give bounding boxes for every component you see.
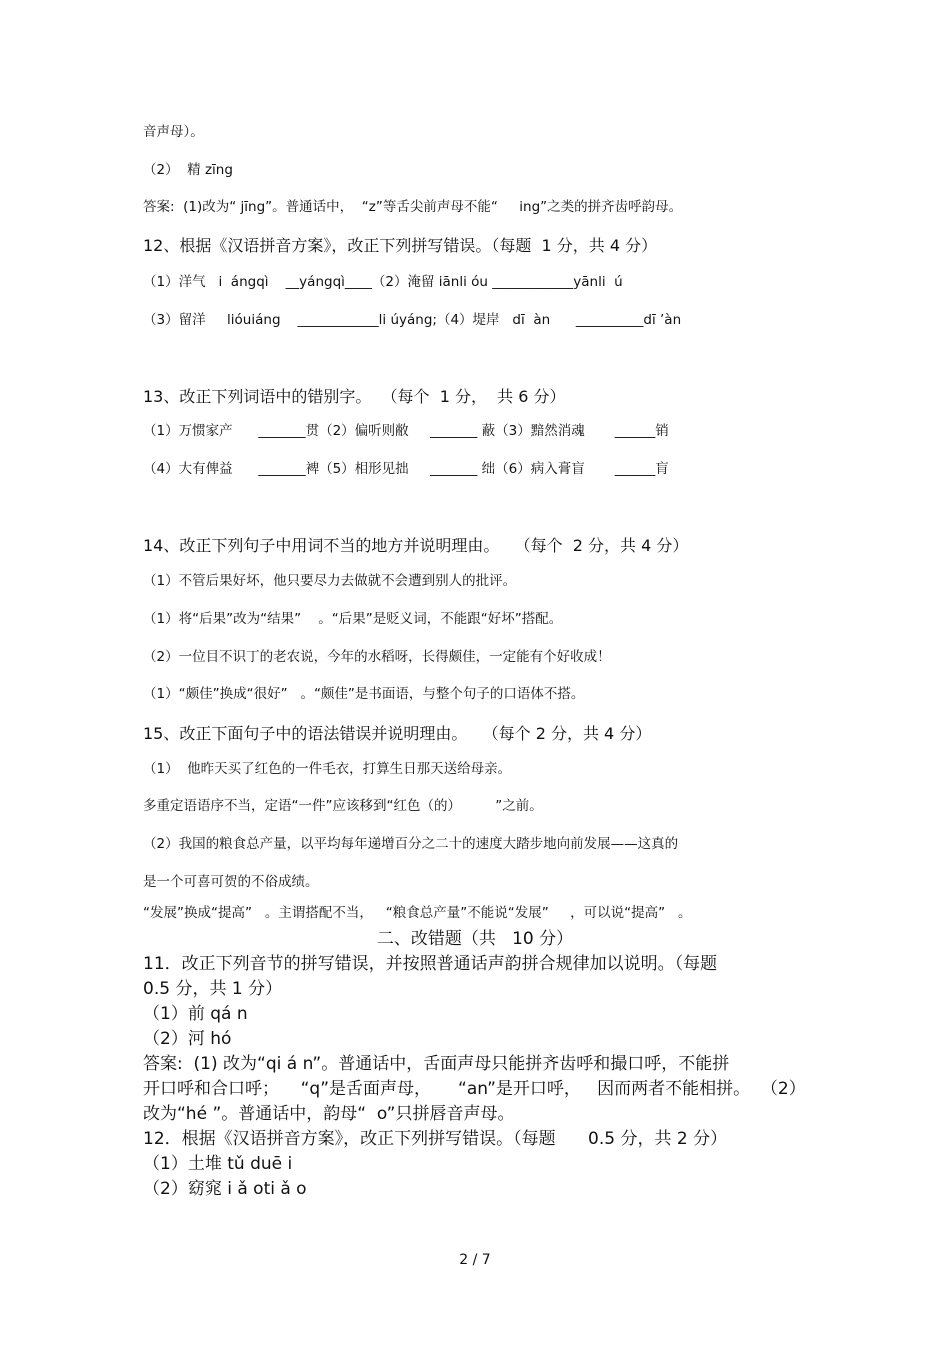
text-line: 开口呼和合口呼； “q”是舌面声母， “an”是开口呼， 因而两者不能相拼。 （2） xyxy=(143,1079,806,1099)
text-line: 音声母）。 xyxy=(143,124,204,140)
text-line: 13、改正下列词语中的错别字。 （每个 1 分， 共 6 分） xyxy=(143,387,566,406)
text-line: （1）不管后果好坏，他只要尽力去做就不会遭到别人的批评。 xyxy=(143,573,517,589)
text-line: （1） 他昨天买了红色的一件毛衣，打算生日那天送给母亲。 xyxy=(143,761,512,777)
text-line: 多重定语语序不当，定语“一件”应该移到“红色（的） ”之前。 xyxy=(143,798,543,814)
text-line: （2）我国的粮食总产量，以平均每年递增百分之二十的速度大踏步地向前发展——这真的 xyxy=(143,836,679,852)
text-line: （3）留洋 lióuiáng ____________li úyáng;（4）堤岸 dī àn __________dī ’àn xyxy=(143,312,682,328)
text-line: （1）将“后果”改为“结果” 。“后果”是贬义词，不能跟“好坏”搭配。 xyxy=(143,611,563,627)
text-line: （1）土堆 tǔ duē i xyxy=(143,1154,293,1174)
text-line: （1）“颇佳”换成“很好” 。“颇佳”是书面语，与整个句子的口语体不搭。 xyxy=(143,686,585,702)
section-title: 二、改错题（共 10 分） xyxy=(376,929,574,949)
text-line: 是一个可喜可贺的不俗成绩。 xyxy=(143,874,319,890)
text-line: 答案: (1) 改为“qi á n”。普通话中，舌面声母只能拼齐齿呼和撮口呼，不能拼 xyxy=(143,1054,730,1074)
text-line: 改为“hé ”。普通话中，韵母“ o”只拼唇音声母。 xyxy=(143,1104,515,1124)
text-line: （2）窈窕 i ǎ oti ǎ o xyxy=(143,1179,307,1199)
text-line: 11．改正下列音节的拼写错误，并按照普通话声韵拼合规律加以说明。（每题 xyxy=(143,954,718,974)
text-line: （2） 精 zīng xyxy=(143,162,233,178)
text-line: 15、改正下面句子中的语法错误并说明理由。 （每个 2 分，共 4 分） xyxy=(143,724,652,743)
text-line: （2）一位目不识丁的老农说，今年的水稻呀，长得颇佳，一定能有个好收成！ xyxy=(143,649,611,665)
page-number: 2 / 7 xyxy=(459,1252,491,1268)
text-line: （2）河 hó xyxy=(143,1029,232,1049)
text-line: 0.5 分，共 1 分） xyxy=(143,979,283,999)
text-line: （1）万惯家产 _______贯（2）偏听则敝 _______ 蔽（3）黯然消魂 ______销 xyxy=(143,423,669,439)
text-line: 答案: (1)改为“ jīng”。普通话中， “z”等舌尖前声母不能“ ing”之类的拼齐齿呼韵母。 xyxy=(143,199,683,215)
text-line: （4）大有俾益 _______裨（5）相形见拙 _______ 绌（6）病入膏盲 ______肓 xyxy=(143,461,669,477)
text-line: 14、改正下列句子中用词不当的地方并说明理由。 （每个 2 分，共 4 分） xyxy=(143,536,689,555)
text-line: （1）前 qá n xyxy=(143,1004,248,1024)
text-line: “发展”换成“提高” 。主谓搭配不当， “粮食总产量”不能说“发展” ，可以说“提高” 。 xyxy=(143,905,692,921)
text-line: 12、根据《汉语拼音方案》，改正下列拼写错误。（每题 1 分，共 4 分） xyxy=(143,236,658,255)
text-line: 12．根据《汉语拼音方案》，改正下列拼写错误。（每题 0.5 分，共 2 分） xyxy=(143,1129,728,1149)
text-line: （1）洋气 i ángqì __yángqì____（2）淹留 iānli óu ____________yānli ú xyxy=(143,274,623,290)
